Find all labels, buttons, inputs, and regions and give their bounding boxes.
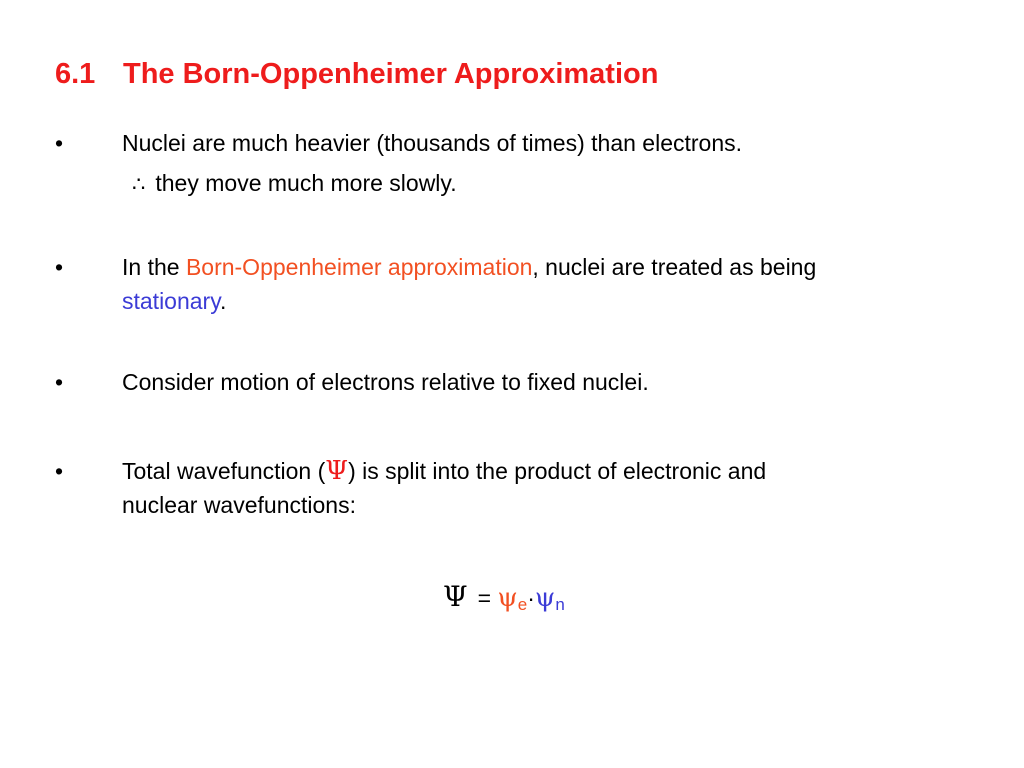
equation-lhs-psi: Ψ [443, 580, 468, 613]
bullet-1-line-1: Nuclei are much heavier (thousands of times) than electrons. [122, 130, 743, 156]
psi-symbol: Ψ [325, 456, 349, 486]
therefore-icon: ∴ [132, 172, 146, 196]
equation-sub-e: e [517, 595, 528, 614]
bullet-2-line-2 [122, 284, 1000, 318]
term-stationary: stationary [122, 288, 221, 314]
bullet-3-text: Consider motion of electrons relative to fixed nuclei. [122, 369, 649, 395]
bullet-2-middle: , nuclei are treated as being [532, 254, 817, 280]
wavefunction-equation [443, 580, 565, 615]
bullet-dot: • [55, 369, 64, 395]
bullet-1-line-2 [132, 166, 1000, 201]
term-born-oppenheimer: Born-Oppenheimer approximation [185, 254, 533, 280]
bullet-dot: • [55, 130, 64, 156]
bullet-item-2 [55, 250, 1000, 318]
equation-psi-n: ψ [534, 583, 556, 613]
bullet-item-4 [55, 454, 1000, 522]
bullet-4-line-2: nuclear wavefunctions: [122, 492, 356, 518]
bullet-item-3 [55, 365, 1000, 399]
section-number: 6.1 [55, 58, 96, 90]
equation-sub-n: n [555, 595, 565, 614]
bullet-2-line-1 [122, 250, 1000, 284]
equation-psi-e: ψ [497, 583, 518, 613]
bullet-2-suffix: . [220, 288, 227, 314]
bullet-4-line-1 [122, 454, 1000, 488]
equation-equals: = [477, 585, 491, 611]
bullet-item-1 [55, 126, 1000, 201]
bullet-1-line-2-text: they move much more slowly. [155, 170, 457, 196]
bullet-dot: • [55, 254, 64, 280]
title-text: The Born-Oppenheimer Approximation [123, 58, 659, 90]
bullet-dot: • [55, 458, 64, 484]
bullet-2-prefix: In the [122, 254, 186, 280]
equation-dot: · [527, 585, 535, 611]
slide-title [55, 58, 658, 91]
bullet-4-prefix: Total wavefunction ( [122, 458, 326, 484]
bullet-4-middle: ) is split into the product of electronic and [348, 458, 767, 484]
